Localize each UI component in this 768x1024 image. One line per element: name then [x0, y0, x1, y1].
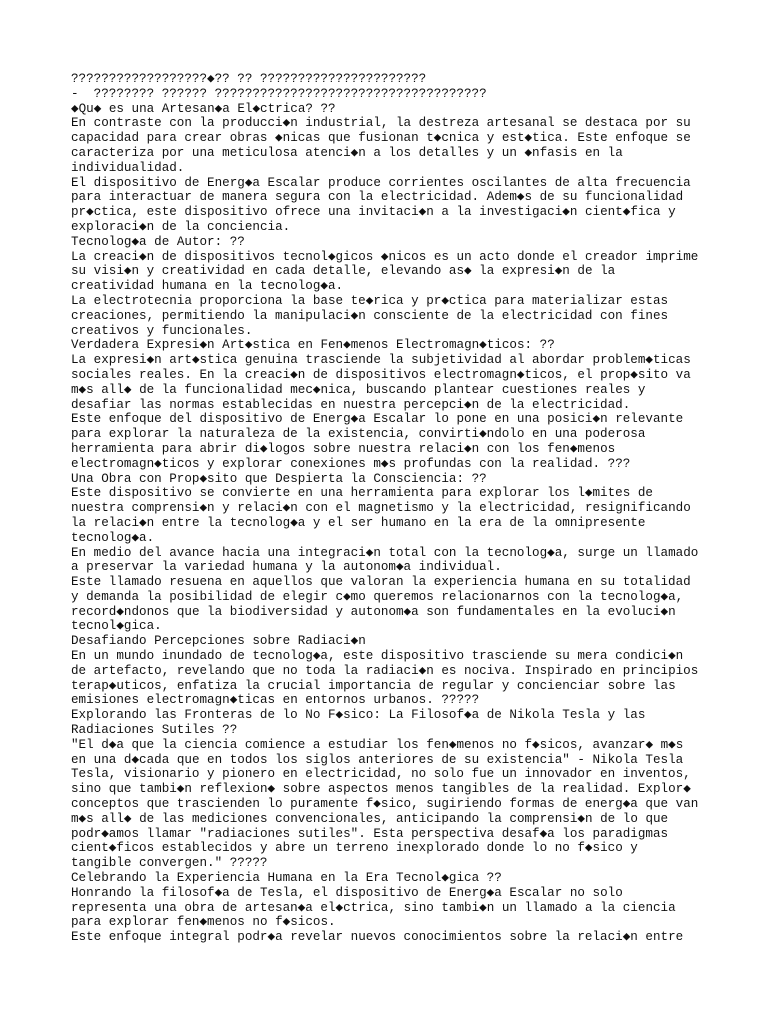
document-text-line: herramienta para abrir di◆logos sobre nuestra relaci◆n con los fen◆menos: [71, 441, 616, 456]
document-text-line: sociales reales. En la creaci◆n de dispositivos electromagn◆ticos, el prop◆sito va: [71, 367, 691, 382]
document-text-line: tecnolog◆a.: [71, 530, 155, 545]
document-text-line: tangible convergen." ?????: [71, 856, 268, 871]
document-text-line: caracteriza por una meticulosa atenci◆n a los detalles y un ◆nfasis en la: [71, 145, 623, 160]
document-text-line: Honrando la filosof◆a de Tesla, el dispositivo de Energ◆a Escalar no solo: [71, 885, 623, 900]
document-text-line: Este enfoque del dispositivo de Energ◆a Escalar lo pone en una posici◆n relevante: [71, 412, 684, 427]
document-text-line: "El d◆a que la ciencia comience a estudiar los fen◆menos no f◆sicos, avanzar◆ m◆s: [71, 737, 684, 752]
document-text-line: pr◆ctica, este dispositivo ofrece una invitaci◆n a la investigaci◆n cient◆fica y: [71, 205, 676, 220]
document-text-line: record◆ndonos que la biodiversidad y autonom◆a son fundamentales en la evoluci◆n: [71, 604, 676, 619]
document-text-line: ??????????????????◆?? ?? ??????????????????????: [71, 72, 427, 86]
document-text-line: creatividad humana en la tecnolog◆a.: [71, 279, 344, 294]
document-text-line: Este llamado resuena en aquellos que valoran la experiencia humana en su totalidad: [71, 575, 691, 590]
document-text-line: m◆s all◆ de las mediciones convencionales, anticipando la comprensi◆n de lo que: [71, 811, 669, 826]
document-text-line: La creaci◆n de dispositivos tecnol◆gicos ◆nicos es un acto donde el creador imprime: [71, 249, 699, 264]
document-text-line: conceptos que trascienden lo puramente f◆sico, sugiriendo formas de energ◆a que van: [71, 797, 699, 812]
document-text-line: En contraste con la producci◆n industrial, la destreza artesanal se destaca por su: [71, 116, 691, 131]
document-text-line: cient◆ficos establecidos y abre un terreno inexplorado donde lo no f◆sico y: [71, 841, 638, 856]
document-text-line: individualidad.: [71, 160, 185, 175]
document-text-line: Explorando las Fronteras de lo No F◆sico: La Filosof◆a de Nikola Tesla y las: [71, 708, 646, 723]
document-text-line: Este enfoque integral podr◆a revelar nuevos conocimientos sobre la relaci◆n entre: [71, 930, 684, 945]
document-text-line: exploraci◆n de la conciencia.: [71, 219, 291, 234]
document-text-line: su visi◆n y creatividad en cada detalle, elevando as◆ la expresi◆n de la: [71, 264, 616, 279]
document-text-line: capacidad para crear obras ◆nicas que fusionan t◆cnica y est◆tica. Este enfoque se: [71, 131, 691, 146]
document-text-line: para explorar fen◆menos no f◆sicos.: [71, 915, 336, 930]
document-text-line: La electrotecnia proporciona la base te◆rica y pr◆ctica para materializar estas: [71, 293, 669, 308]
document-text-line: Tesla, visionario y pionero en electricidad, no solo fue un innovador en inventos,: [71, 767, 691, 782]
document-text-line: Una Obra con Prop◆sito que Despierta la Consciencia: ??: [71, 471, 487, 486]
document-text-line: podr◆amos llamar "radiaciones sutiles". Esta perspectiva desaf◆a los paradigmas: [71, 826, 669, 841]
document-text-line: Tecnolog◆a de Autor: ??: [71, 234, 245, 249]
document-text-line: sino que tambi◆n reflexion◆ sobre aspectos menos tangibles de la realidad. Explor◆: [71, 782, 691, 797]
document-text-line: El dispositivo de Energ◆a Escalar produce corrientes oscilantes de alta frecuencia: [71, 175, 691, 190]
document-text-line: En medio del avance hacia una integraci◆n total con la tecnolog◆a, surge un llamado: [71, 545, 699, 560]
document-text-line: ◆Qu◆ es una Artesan◆a El◆ctrica? ??: [71, 101, 336, 116]
document-text-line: creaciones, permitiendo la manipulaci◆n consciente de la electricidad con fines: [71, 308, 669, 323]
document-text-line: para explorar la naturaleza de la existencia, convirti◆ndolo en una poderosa: [71, 427, 646, 442]
document-page: [71, 72, 701, 945]
document-text-line: En un mundo inundado de tecnolog◆a, este dispositivo trasciende su mera condici◆n: [71, 649, 684, 664]
document-text-line: Celebrando la Experiencia Humana en la Era Tecnol◆gica ??: [71, 871, 502, 886]
document-text-line: electromagn◆ticos y explorar conexiones m◆s profundas con la realidad. ???: [71, 456, 631, 471]
document-text-line: creativos y funcionales.: [71, 323, 253, 338]
document-text-line: Verdadera Expresi◆n Art◆stica en Fen◆menos Electromagn◆ticos: ??: [71, 338, 555, 353]
document-text-line: tecnol◆gica.: [71, 619, 162, 634]
document-text-line: Desafiando Percepciones sobre Radiaci◆n: [71, 634, 366, 649]
document-text-line: en una d◆cada que en todos los siglos anteriores de su existencia" - Nikola Tesla: [71, 752, 684, 767]
document-text-line: a preservar la variedad humana y la autonom◆a individual.: [71, 560, 502, 575]
document-text-line: emisiones electromagn◆ticas en entornos urbanos. ?????: [71, 693, 480, 708]
document-text-line: desafiar las normas establecidas en nuestra percepci◆n de la electricidad.: [71, 397, 631, 412]
document-text-line: representa una obra de artesan◆a el◆ctrica, sino tambi◆n un llamado a la ciencia: [71, 900, 676, 915]
document-text-line: terap◆uticos, enfatiza la crucial importancia de regular y concienciar sobre las: [71, 678, 676, 693]
document-text-line: de artefacto, revelando que no toda la radiaci◆n es nociva. Inspirado en principios: [71, 663, 699, 678]
document-text-line: - ???????? ?????? ????????????????????????????????????: [71, 86, 487, 101]
document-text-line: Radiaciones Sutiles ??: [71, 723, 238, 738]
document-text-line: La expresi◆n art◆stica genuina trasciende la subjetividad al abordar problem◆ticas: [71, 353, 691, 368]
document-text-line: para interactuar de manera segura con la electricidad. Adem◆s de su funcionalidad: [71, 190, 684, 205]
document-text-line: la relaci◆n entre la tecnolog◆a y el ser humano en la era de la omnipresente: [71, 515, 646, 530]
document-text-line: y demanda la posibilidad de elegir c◆mo queremos relacionarnos con la tecnolog◆a,: [71, 589, 684, 604]
document-text-line: nuestra comprensi◆n y relaci◆n con el magnetismo y la electricidad, resignificando: [71, 501, 691, 516]
document-text-line: Este dispositivo se convierte en una herramienta para explorar los l◆mites de: [71, 486, 653, 501]
document-text-line: m◆s all◆ de la funcionalidad mec◆nica, buscando plantear cuestiones reales y: [71, 382, 646, 397]
